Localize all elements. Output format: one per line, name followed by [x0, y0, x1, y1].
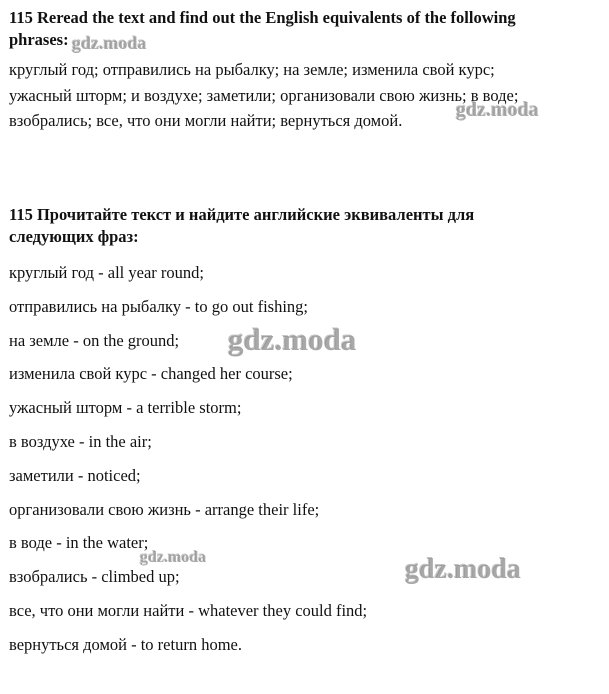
answer-item: изменила свой курс - changed her course; [9, 364, 293, 384]
watermark: gdz.moda [72, 33, 147, 53]
answer-item: на земле - on the ground; [9, 330, 180, 350]
heading-line: следующих фраз: [9, 227, 139, 246]
heading-line: 115 Reread the text and find out the English equivalents of the following [9, 8, 516, 27]
heading-line: phrases: [9, 30, 69, 49]
watermark: gdz.moda [228, 322, 357, 357]
answers-list [9, 258, 601, 664]
answer-item: организовали свою жизнь - arrange their life; [9, 499, 320, 519]
answer-item: в воде - in the water; [9, 533, 149, 553]
answer-item: в воздухе - in the air; [9, 431, 152, 451]
answer-item: все, что они могли найти - whatever they could find; [9, 600, 368, 620]
phrases-paragraph [9, 57, 601, 134]
watermark: gdz.moda [140, 549, 207, 566]
task-heading-russian [9, 204, 601, 248]
heading-line: 115 Прочитайте текст и найдите английские эквиваленты для [9, 205, 475, 224]
answer-item: взобрались - climbed up; [9, 567, 180, 587]
watermark: gdz.moda [456, 99, 539, 121]
phrases-line: круглый год; отправились на рыбалку; на земле; изменила свой курс; [9, 60, 495, 79]
answer-item: вернуться домой - to return home. [9, 634, 242, 654]
answer-item: отправились на рыбалку - to go out fishing; [9, 296, 309, 316]
answer-item: заметили - noticed; [9, 465, 141, 485]
phrases-line: взобрались; все, что они могли найти; вернуться домой. [9, 111, 403, 130]
answer-item: ужасный шторм - a terrible storm; [9, 398, 242, 418]
answer-item: круглый год - all year round; [9, 263, 204, 282]
phrases-line: ужасный шторм; и воздухе; заметили; организовали свою жизнь; в воде; [9, 85, 519, 105]
watermark: gdz.moda [405, 554, 521, 585]
